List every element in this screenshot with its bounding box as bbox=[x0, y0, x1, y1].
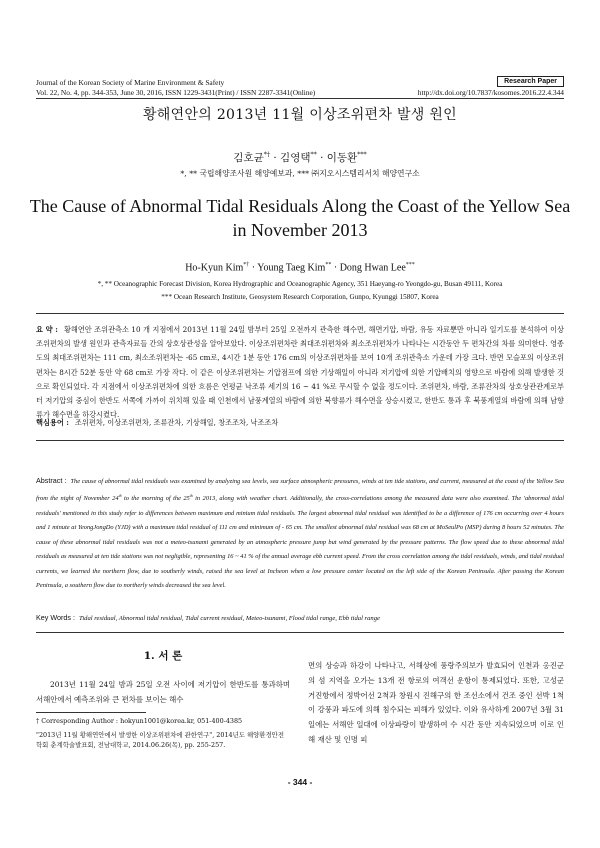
header-rule bbox=[36, 98, 564, 99]
author-separator: · bbox=[249, 262, 258, 274]
english-abstract-text: The cause of abnormal tidal residuals was examined by analyzing sea levels, sea surface atmospheric pressures, winds at ten tide stations, and current, measured at the coast of the Yellow Sea from the night of November 24 bbox=[36, 478, 565, 503]
footnote-corresponding: † Corresponding Author : hokyun1001@korea.kr, 051-400-4385 bbox=[36, 717, 243, 725]
english-abstract-text: to the morning of the 25 bbox=[121, 495, 190, 503]
author-name: Ho-Kyun Kim bbox=[185, 262, 244, 274]
english-keywords-text: Tidal residual, Abnormal tidal residual, Tidal current residual, Meteo-tsunami, Flood tidal range, Ebb tidal range bbox=[79, 615, 380, 622]
author-mark: *† bbox=[263, 151, 271, 159]
page-number: - 344 - bbox=[287, 777, 313, 787]
english-abstract-text: in 2013, along with weather chart. Additionally, the cross-correlations among the measured data were also examined. The 'abnormal tidal residuals' mentioned in this study refer to differences between maximum and minium tidal residuals. The largest abnormal tidal residual was identified to be a difference of 176 cm occurring over 4 hours and 1 minute at YeongJongDo (YJD) with a maximum tidal residual of 111 cm and minimum of - 65 cm. The smallest abnormal tidal residual was 68 cm at MoSeulPo (MSP) during 8 hours 52 minutes. The cause of these abnormal tidal residuals was not a meteo-tsunami generated by an atmospheric pressure jump but wind generated by the pressure patterns. The flow speed due to these abnormal tidal residuals as measured at ten tide stations was not negligible, representing 16 ~ 41 % of the annual average ebb current speed. From the cross correlation among the tidal residuals, winds, and tidal residual currents, we learned the northern flow, due to southerly winds, raised the sea level at Incheon when a low pressure center located on the left side of the Korean Peninsula. After passing the Korean Peninsula, a southern flow due to northerly winds decreased the sea level. bbox=[36, 495, 564, 589]
english-keywords-label: Key Words : bbox=[36, 613, 76, 622]
author-separator: · bbox=[316, 152, 327, 164]
english-abstract bbox=[36, 474, 564, 593]
author-name: Young Taeg Kim bbox=[257, 262, 326, 274]
english-keywords bbox=[36, 613, 564, 622]
journal-volume-info: Vol. 22, No. 4, pp. 344-353, June 30, 2016, ISSN 1229-3431(Print) / ISSN 2287-3341(Online) bbox=[36, 88, 316, 97]
abstract-bottom-rule bbox=[36, 632, 564, 633]
english-title-line2: in November 2013 bbox=[232, 220, 368, 240]
english-abstract-label: Abstract : bbox=[36, 476, 67, 485]
journal-name: Journal of the Korean Society of Marine Environment & Safety bbox=[36, 78, 225, 87]
korean-keywords bbox=[36, 418, 564, 428]
korean-abstract bbox=[36, 323, 564, 422]
author-mark: ** bbox=[325, 262, 332, 268]
abstract-top-rule bbox=[36, 313, 564, 314]
author-name: 김영택 bbox=[280, 152, 311, 164]
author-name: 이동환 bbox=[326, 152, 358, 164]
author-mark: ** bbox=[310, 151, 317, 159]
author-separator: · bbox=[331, 262, 340, 274]
korean-keywords-text: 조위편차, 이상조위편차, 조류잔차, 기상해일, 창조조차, 낙조조차 bbox=[74, 418, 279, 427]
english-affiliation-1: *, ** Oceanographic Forecast Division, Korea Hydrographic and Oceanographic Agency, 351 Haeyang-ro Yeongdo-gu, Busan 49111, Korea bbox=[97, 280, 503, 288]
author-mark: *** bbox=[405, 262, 415, 268]
korean-affiliation: *, ** 국립해양조사원 해양예보과, *** ㈜지오시스템리서치 해양연구소 bbox=[180, 169, 420, 178]
author-mark: *** bbox=[357, 151, 367, 159]
korean-abstract-label: 요 약 : bbox=[36, 325, 58, 334]
author-name: Dong Hwan Lee bbox=[339, 262, 406, 274]
english-authors bbox=[0, 262, 600, 273]
footnote-note: "2013년 11월 황해연안에서 발생한 이상조위편차에 관한연구", 2014년도 해양환경안전학회 춘계학술발표회, 전남대학교, 2014.06.26(목), pp. 255-257. bbox=[36, 731, 284, 749]
korean-authors bbox=[0, 150, 600, 165]
ordinal-suffix: th bbox=[189, 494, 193, 499]
korean-keywords-rule bbox=[36, 440, 564, 441]
paper-type-badge: Research Paper bbox=[497, 76, 564, 87]
korean-abstract-text: 황해연안 조위관측소 10 개 지점에서 2013년 11월 24일 밤부터 25일 오전까지 관측한 해수면, 해면기압, 바람, 유동 자료뿐만 아니라 일기도를 분석하여 이상조위편차의 발생 원인과 관측자료들 간의 상호상관성을 알아보았다. 이상조위편차란 최대조위편차와 최소조위편차가 나타나는 시간동안 두 편차간의 차를 의미한다. 영종도의 최대조위편차는 111 cm, 최소조위편차는 -65 cm로, 4시간 1분 동안 176 cm의 이상조위편차를 보여 10개 조위관측소 가운데 가장 크다. 반면 모슬포의 이상조위편차는 8시간 52분 동안 약 68 cm로 가장 작다. 이 같은 이상조위편차는 기압점프에 의한 기상해일이 아니라 저기압에 의한 기압배치의 영향으로 바람에 의해 발생한 것으로 확인되었다. 각 지점에서 이상조위편차에 의한 흐름은 연평균 낙조류 세기의 16 ~ 41 %로 무시할 수 없을 정도이다. 조위편차, 바람, 조류잔차의 상호상관관계로부터 저기압의 중심이 한반도 서쪽에 가까이 위치해 있을 때 인천에서 남풍계열의 바람에 의한 북향류가 해수면을 상승시켰고, 한반도 통과 후 북풍계열의 바람에 의해 남향류가 해수면을 하강시켰다. bbox=[36, 325, 565, 420]
ordinal-suffix: th bbox=[118, 494, 122, 499]
english-title-line1: The Cause of Abnormal Tidal Residuals Along the Coast of the Yellow Sea bbox=[29, 196, 571, 216]
author-separator: · bbox=[270, 152, 281, 164]
korean-title: 황해연안의 2013년 11월 이상조위편차 발생 원인 bbox=[142, 107, 457, 123]
footnote-rule bbox=[36, 712, 146, 713]
author-mark: *† bbox=[243, 262, 250, 268]
body-right-column: 면의 상승과 하강이 나타나고, 서해상에 풍랑주의보가 발효되어 인천과 옹진군의 섬 지역을 오가는 13개 전 항로의 여객선 운항이 통제되었다. 또한, 고성군 거진항에서 정박어선 2척과 창원시 진해구의 한 조선소에서 건조 중인 선박 1척이 강풍과 파도에 의해 침수되는 피해가 있었다. 이와 유사하게 2007년 3월 31일에는 서해안 일대에 이상파랑이 발생하여 수 시간 동안 지속되었으며 이로 인해 재산 및 인명 피 bbox=[308, 661, 564, 744]
section-title: 1. 서 론 bbox=[143, 650, 183, 662]
body-left-column: 2013년 11월 24일 밤과 25일 오전 사이에 저기압이 한반도를 통과하며 서해안에서 예측조위와 큰 편차를 보이는 해수 bbox=[36, 680, 290, 704]
doi-link[interactable]: http://dx.doi.org/10.7837/kosomes.2016.22.4.344 bbox=[417, 88, 564, 97]
author-name: 김호균 bbox=[233, 152, 264, 164]
english-affiliation-2: *** Ocean Research Institute, Geosystem Research Corporation, Gunpo, Kyunggi 15807, Korea bbox=[161, 293, 439, 301]
korean-keywords-label: 핵심용어 : bbox=[36, 418, 69, 427]
